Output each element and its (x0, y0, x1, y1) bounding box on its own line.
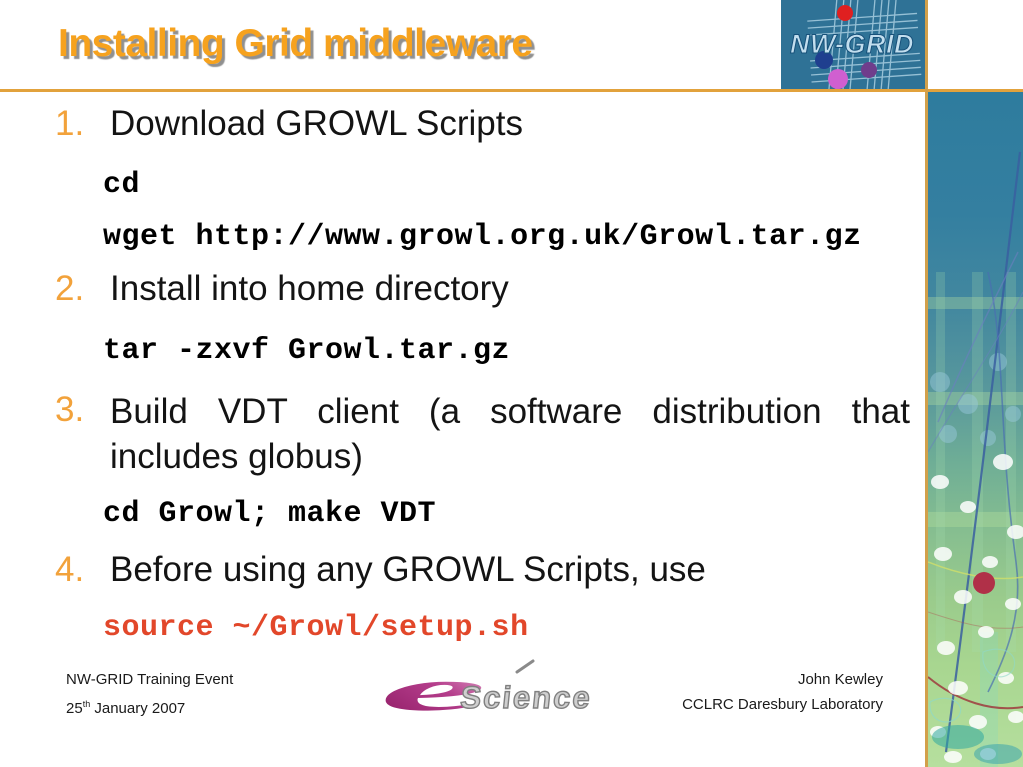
header-divider-line (0, 89, 1023, 92)
decorative-side-band (928, 92, 1023, 767)
item-number: 1. (55, 104, 85, 143)
nwgrid-lattice-icon (781, 0, 925, 89)
footer-event: NW-GRID Training Event (66, 671, 234, 688)
slide-title: Installing Grid middleware (58, 22, 533, 65)
item-text: Download GROWL Scripts (110, 104, 523, 143)
escience-text: Science (458, 680, 594, 715)
code-line-wget: wget http://www.growl.org.uk/Growl.tar.gz (103, 220, 862, 254)
item-text: Install into home directory (110, 269, 509, 308)
item-number: 3. (55, 390, 85, 429)
footer-date-rest: January 2007 (90, 700, 186, 717)
footer-author-block (682, 667, 883, 717)
footer-date-ordinal: th (82, 699, 91, 709)
nwgrid-logo-text: NW-GRID (790, 29, 914, 59)
nwgrid-dot-red (837, 5, 853, 21)
item-text-line-1: Build VDT client (a software distribution that (110, 392, 910, 431)
escience-logo (375, 656, 615, 734)
footer-author: John Kewley (797, 671, 883, 688)
code-line-cd: cd (103, 168, 141, 202)
svg-text:e: e (380, 656, 487, 724)
list-item-1 (55, 103, 915, 145)
code-line-make: cd Growl; make VDT (103, 497, 437, 531)
code-line-source: source ~/Growl/setup.sh (103, 611, 529, 645)
item-number: 4. (55, 550, 85, 589)
list-item-4 (55, 549, 915, 591)
nwgrid-dot-purple (861, 62, 877, 78)
item-number: 2. (55, 269, 85, 308)
nwgrid-logo (781, 0, 925, 89)
band-decoration (928, 92, 1023, 767)
nwgrid-dot-pink (828, 69, 848, 89)
item-text: Before using any GROWL Scripts, use (110, 550, 706, 589)
footer-date-day: 25 (66, 700, 83, 717)
footer-affiliation: CCLRC Daresbury Laboratory (682, 696, 883, 713)
item-text (110, 389, 910, 479)
footer-date (66, 692, 233, 721)
list-item-2 (55, 268, 915, 310)
list-item-3 (55, 389, 915, 481)
item-text-line-2: includes globus) (110, 437, 363, 476)
code-line-tar: tar -zxvf Growl.tar.gz (103, 334, 511, 368)
band-red-dot (973, 572, 995, 594)
footer-event-block (66, 667, 233, 721)
escience-accent (517, 661, 533, 672)
